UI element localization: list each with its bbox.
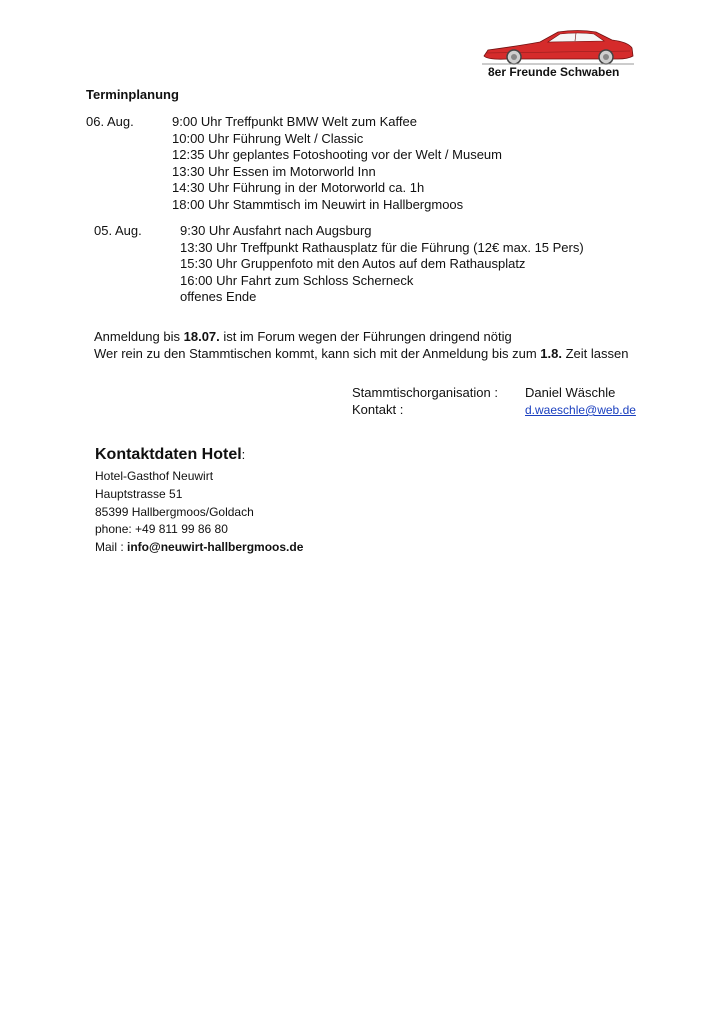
contact-label: Kontakt :: [352, 402, 404, 417]
contact-email-link[interactable]: d.waeschle@web.de: [525, 403, 636, 417]
schedule-item: 16:00 Uhr Fahrt zum Schloss Scherneck: [180, 272, 414, 288]
schedule-date: 06. Aug.: [86, 114, 134, 129]
schedule-item: 14:30 Uhr Führung in der Motorworld ca. 1h: [172, 180, 425, 195]
hotel-mail-link[interactable]: info@neuwirt-hallbergmoos.de: [127, 540, 304, 554]
hotel-title: [95, 446, 245, 464]
schedule-item: 10:00 Uhr Führung Welt / Classic: [172, 130, 364, 146]
hotel-city: 85399 Hallbergmoos/Goldach: [95, 505, 254, 519]
schedule-title: Terminplanung: [86, 87, 179, 102]
schedule-date: 05. Aug.: [94, 223, 142, 238]
schedule-item: offenes Ende: [180, 289, 257, 304]
logo-caption: 8er Freunde Schwaben: [488, 65, 620, 79]
schedule-item: 12:35 Uhr geplantes Fotoshooting vor der Welt / Museum: [172, 147, 502, 162]
hotel-mail: [95, 540, 303, 554]
hotel-mail-label: Mail :: [95, 540, 128, 554]
stammtisch-note: [94, 346, 628, 361]
hotel-phone: phone: +49 811 99 86 80: [95, 522, 228, 536]
note-text: Zeit lassen: [561, 346, 629, 361]
hotel-title-colon: :: [241, 447, 246, 462]
schedule-list: [180, 223, 584, 306]
registration-note: [94, 329, 512, 344]
schedule-item: 15:30 Uhr Gruppenfoto mit den Autos auf dem Rathausplatz: [180, 256, 526, 271]
org-value: Daniel Wäschle: [525, 385, 616, 400]
schedule-item: 13:30 Uhr Essen im Motorworld Inn: [172, 163, 376, 179]
note-text: Anmeldung bis: [94, 329, 184, 344]
schedule-item: 9:00 Uhr Treffpunkt BMW Welt zum Kaffee: [172, 114, 417, 129]
hotel-name: Hotel-Gasthof Neuwirt: [95, 469, 214, 483]
note-text: ist im Forum wegen der Führungen dringend nötig: [219, 329, 512, 344]
deadline-date: 1.8.: [540, 346, 562, 361]
schedule-item: 18:00 Uhr Stammtisch im Neuwirt in Hallbergmoos: [172, 196, 464, 212]
schedule-item: 9:30 Uhr Ausfahrt nach Augsburg: [180, 223, 372, 238]
schedule-item: 13:30 Uhr Treffpunkt Rathausplatz für die Führung (12€ max. 15 Pers): [180, 239, 584, 255]
schedule-list: [172, 114, 502, 213]
hotel-street: Hauptstrasse 51: [95, 487, 183, 501]
org-label: Stammtischorganisation :: [352, 385, 498, 400]
note-text: Wer rein zu den Stammtischen kommt, kann sich mit der Anmeldung bis zum: [94, 346, 541, 361]
hotel-title-text: Kontaktdaten Hotel: [95, 446, 242, 463]
deadline-date: 18.07.: [183, 329, 220, 344]
